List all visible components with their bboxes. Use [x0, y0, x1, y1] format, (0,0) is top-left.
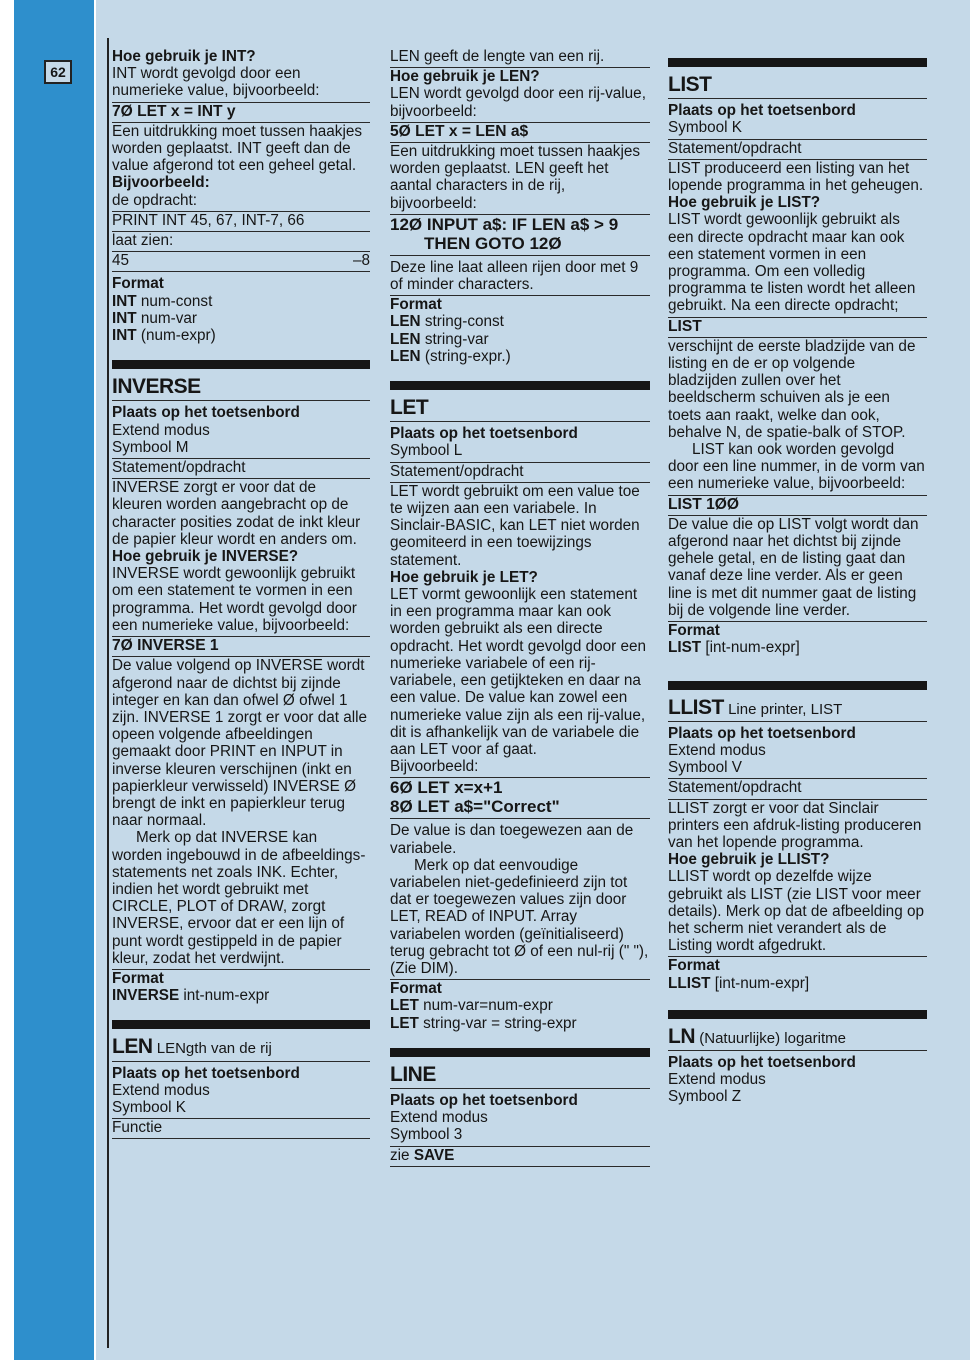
len-format-line: LEN string-const [390, 313, 504, 331]
llist-statement-label: Statement/opdracht [668, 779, 927, 799]
ln-keyboard-line: Extend modus [668, 1071, 766, 1089]
int-example-2: PRINT INT 45, 67, INT-7, 66 [112, 212, 370, 232]
list-example: LIST [668, 318, 927, 338]
list-paragraph: LIST kan ook worden gevolgd door een line nummer, in de vorm van een numerieke value, bijvoorbeeld: [668, 441, 927, 496]
len-format-line: LEN string-var [390, 330, 489, 348]
inverse-description: INVERSE zorgt er voor dat de kleuren worden aangebracht op de character posities zodat de inkt kleur de papier kleur wordt en anders om. [112, 479, 361, 548]
section-bar [390, 1048, 650, 1057]
list-paragraph: verschijnt de eerste bladzijde van de listing en de er op volgende bladzijden zullen over het beeldscherm schuiven als je een toets aan raakt, welke dan ook, behalve N, de spatie-balk of STOP. [668, 337, 916, 441]
list-keyboard-heading: Plaats op het toetsenbord [668, 102, 856, 120]
section-bar [668, 58, 927, 67]
llist-keyboard-line: Symbool V [668, 759, 927, 779]
llist-keyboard-heading: Plaats op het toetsenbord [668, 724, 856, 742]
list-heading: LIST [668, 76, 927, 99]
column-2 [390, 48, 650, 1167]
llist-format-heading: Format [668, 957, 720, 975]
section-bar [112, 1020, 370, 1029]
inverse-format-line: INVERSE int-num-expr [112, 987, 270, 1005]
int-note: Een uitdrukking moet tussen haakjes worden geplaatst. INT geeft dan de value afgerond tot een geheel getal. [112, 122, 362, 175]
let-format-line: LET num-var=num-expr [390, 997, 553, 1015]
column-1 [112, 48, 370, 1139]
list-paragraph: De value die op LIST volgt wordt dan afgerond naar het dichtst bij zijnde gehele getal, en de listing gaat dan vanaf deze line verder. Als er geen line is met dit nummer gaat de listing bij de volgende line verder. [668, 516, 927, 622]
list-format-heading: Format [668, 622, 720, 640]
margin-rule [107, 38, 109, 1348]
inverse-example: 7Ø INVERSE 1 [112, 637, 370, 657]
let-format-heading: Format [390, 980, 442, 998]
len-function-label: Functie [112, 1119, 370, 1139]
let-note: De value is dan toegewezen aan de variabele. [390, 822, 634, 857]
int-format-heading: Format [112, 275, 164, 293]
let-example-label: Bijvoorbeeld: [390, 758, 650, 778]
llist-heading: LLIST Line printer, LIST [668, 699, 927, 722]
inverse-keyboard-line: Symbool M [112, 439, 370, 459]
llist-keyboard-line: Extend modus [668, 741, 766, 759]
int-question: Hoe gebruik je INT? [112, 48, 256, 65]
list-usage: LIST wordt gewoonlijk gebruikt als een directe opdracht maar kan ook een statement vormen in een programma. Om een volledig programma te listen wordt het alleen gebruikt. Na een directe opdracht; [668, 211, 927, 317]
let-paragraph: Merk op dat eenvoudige variabelen niet-gedefinieerd zijn tot dat er toegewezen values zijn door LET, READ of INPUT. Array variabelen worden (geïnitialiseerd) terug gebracht tot Ø of een nul-rij (" "), (Zie DIM). [390, 857, 650, 980]
llist-description: LLIST zorgt er voor dat Sinclair printers een afdruk-listing produceren van het lopende programma. [668, 799, 922, 851]
list-statement-label: Statement/opdracht [668, 140, 927, 160]
inverse-question: Hoe gebruik je INVERSE? [112, 548, 299, 566]
inverse-heading: INVERSE [112, 378, 370, 401]
let-heading: LET [390, 399, 650, 422]
len-keyboard-line: Symbool K [112, 1099, 370, 1119]
ln-heading: LN (Natuurlijke) logaritme [668, 1028, 927, 1051]
section-bar [390, 381, 650, 390]
len-note: Een uitdrukking moet tussen haakjes worden geplaatst. LEN geeft het aantal characters in de rij, bijvoorbeeld: [390, 143, 650, 215]
len-description: LEN geeft de lengte van een rij. [390, 48, 650, 68]
let-statement-label: Statement/opdracht [390, 463, 650, 483]
page-edge-blue-band [14, 0, 94, 1360]
section-bar [112, 360, 370, 369]
let-keyboard-heading: Plaats op het toetsenbord [390, 425, 578, 443]
section-bar [668, 681, 927, 690]
list-example-2: LIST 1ØØ [668, 496, 927, 516]
len-format-line: LEN (string-expr.) [390, 347, 511, 365]
inverse-keyboard-heading: Plaats op het toetsenbord [112, 404, 300, 422]
page-number: 62 [44, 60, 72, 84]
line-keyboard-line: Extend modus [390, 1109, 488, 1127]
list-format-line: LIST [int-num-expr] [668, 639, 800, 657]
line-see-also: zie SAVE [390, 1147, 650, 1167]
let-description: LET wordt gebruikt om een value toe te wijzen aan een variabele. In Sinclair-BASIC, kan LET niet worden geomiteerd in een toewijzings statement. [390, 482, 640, 569]
int-format-line: INT num-var [112, 309, 198, 327]
list-keyboard-line: Symbool K [668, 119, 927, 139]
list-question: Hoe gebruik je LIST? [668, 194, 821, 212]
int-format-line: INT (num-expr) [112, 327, 216, 345]
inverse-paragraph: Merk op dat INVERSE kan worden ingebouwd in de afbeeldings-statements net zoals INK. Echter, indien het wordt gebruikt met CIRCLE, PLOT of DRAW, zorgt INVERSE, ervoor dat er een lijn of punt wordt gestippeld in de papier kleur, zodat het verdwijnt. [112, 829, 370, 970]
line-heading: LINE [390, 1066, 650, 1089]
len-heading: LEN LENgth van de rij [112, 1038, 370, 1061]
section-bar [668, 1010, 927, 1019]
len-example-2: 12Ø INPUT a$: IF LEN a$ > 9 THEN GOTO 12Ø [390, 215, 650, 256]
int-example-text: de opdracht: [112, 192, 370, 212]
int-description: INT wordt gevolgd door een numerieke value, bijvoorbeeld: [112, 65, 370, 102]
ln-keyboard-heading: Plaats op het toetsenbord [668, 1053, 856, 1071]
column-3 [668, 48, 927, 1106]
int-format-line: INT num-const [112, 292, 213, 310]
inverse-statement-label: Statement/opdracht [112, 459, 370, 479]
int-example: 7Ø LET x = INT y [112, 103, 370, 123]
len-note-2: Deze line laat alleen rijen door met 9 of minder characters. [390, 259, 650, 296]
llist-format-line: LLIST [int-num-expr] [668, 974, 810, 992]
let-examples: 6Ø LET x=x+1 8Ø LET a$="Correct" [390, 778, 650, 819]
int-result-b: –8 [352, 252, 370, 270]
ln-keyboard-line: Symbool Z [668, 1088, 742, 1106]
int-result [112, 252, 370, 272]
inverse-paragraph: De value volgend op INVERSE wordt afgerond naar de dichtst bij zijnde integer en kan dan ofwel Ø ofwel 1 zijn. INVERSE 1 zorgt er voor dat alle opeen volgende afbeeldingen gemaakt door PRINT en INPUT in inverse kleuren verschijnen (inkt en papierkleur verwisseld) INVERSE Ø brengt de inkt en papierkleur terug naar normaal. [112, 657, 368, 830]
llist-question: Hoe gebruik je LLIST? [668, 851, 830, 869]
len-keyboard-line: Extend modus [112, 1081, 210, 1099]
line-keyboard-line: Symbool 3 [390, 1126, 650, 1146]
len-usage: LEN wordt gevolgd door een rij-value, bijvoorbeeld: [390, 85, 650, 122]
inverse-usage: INVERSE wordt gewoonlijk gebruikt om een statement te vormen in een programma. Het wordt gevolgd door een numerieke value, bijvoorbeeld: [112, 565, 370, 637]
len-question: Hoe gebruik je LEN? [390, 68, 540, 86]
int-example-label: Bijvoorbeeld: [112, 174, 210, 192]
int-result-a: 45 [112, 252, 130, 270]
int-shows-label: laat zien: [112, 232, 370, 252]
inverse-format-heading: Format [112, 969, 164, 987]
len-format-heading: Format [390, 296, 442, 314]
let-format-line: LET string-var = string-expr [390, 1014, 577, 1032]
line-keyboard-heading: Plaats op het toetsenbord [390, 1091, 578, 1109]
len-keyboard-heading: Plaats op het toetsenbord [112, 1064, 300, 1082]
inverse-keyboard-line: Extend modus [112, 421, 210, 439]
let-keyboard-line: Symbool L [390, 442, 650, 462]
len-example: 5Ø LET x = LEN a$ [390, 123, 650, 143]
llist-usage: LLIST wordt op dezelfde wijze gebruikt als LIST (zie LIST voor meer details). Merk op dat de afbeelding op het scherm niet verandert als de Listing wordt afgedrukt. [668, 868, 927, 957]
let-question: Hoe gebruik je LET? [390, 568, 538, 586]
let-usage: LET vormt gewoonlijk een statement in een programma maar kan ook worden gebruikt als een directe opdracht. Het wordt gevolgd door een numerieke variabele of een rij-variabele, een getijkteken en daar na een value. De value kan zowel een numerieke value zijn als een rij-value, dit is afhankelijk van de variabele die aan LET voor af gaat. [390, 586, 646, 758]
list-description: LIST produceerd een listing van het lopende programma in het geheugen. [668, 159, 924, 195]
